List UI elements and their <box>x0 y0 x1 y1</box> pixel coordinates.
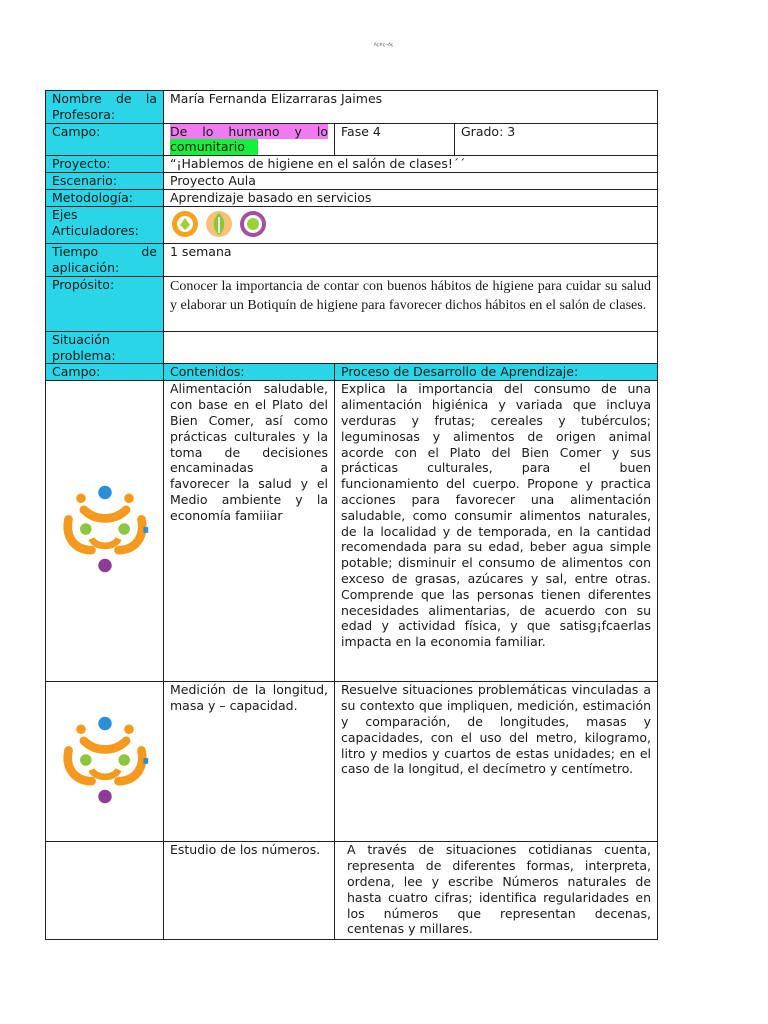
purple-flower-icon <box>238 209 268 239</box>
campo-line-1: De lo humano y lo <box>170 123 328 139</box>
value-fase: Fase 4 <box>335 123 455 156</box>
contenido-3: Estudio de los números. <box>164 842 335 940</box>
label-profesora: Nombre de la Profesora: <box>46 91 164 124</box>
proceso-3: A través de situaciones cotidianas cuenta, representa de diferentes formas, interpreta, ordena, lee y escribe Números naturales de hasta cuatro cifras; identifica regularidades en los números que representan decenas, centenas y millares. <box>335 842 658 940</box>
logo-cell-1 <box>46 381 164 682</box>
header-mark: ñç®ç¬ðç <box>374 42 393 47</box>
orange-circle-icon <box>170 209 200 239</box>
label-campo-2: Campo: <box>46 364 164 381</box>
contenido-1: Alimentación saludable, con base en el Plato del Bien Comer, así como prácticas culturales y la toma de decisiones encaminadas a favorecer la salud y el Medio ambiente y la economía famiiiar <box>164 381 335 682</box>
community-logo-icon <box>57 712 153 808</box>
campo-line-2: comunitario <box>170 139 258 155</box>
label-proposito: Propósito: <box>46 276 164 331</box>
label-ejes: Ejes Articuladores: <box>46 207 164 244</box>
value-proyecto: “¡Hablemos de higiene en el salón de clases!´´ <box>164 156 658 173</box>
proceso-2: Resuelve situaciones problemáticas vinculadas a su contexto que impliquen, medición, estimación y comparación, de longitudes, masas y capacidades, con el uso del metro, kilogramo, litro y medios y cuartos de estas unidades; en el caso de la longitud, el decímetro y centímetro. <box>335 682 658 842</box>
label-campo: Campo: <box>46 123 164 156</box>
ejes-icons <box>164 207 658 244</box>
value-tiempo: 1 semana <box>164 244 658 277</box>
value-metodologia: Aprendizaje basado en servicios <box>164 190 658 207</box>
contenido-2: Medición de la longitud, masa y – capacidad. <box>164 682 335 842</box>
value-escenario: Proyecto Aula <box>164 173 658 190</box>
header-contenidos: Contenidos: <box>164 364 335 381</box>
community-logo-icon <box>57 481 153 577</box>
label-situacion: Situación problema: <box>46 331 164 364</box>
planning-table <box>45 90 658 940</box>
header-proceso: Proceso de Desarrollo de Aprendizaje: <box>335 364 658 381</box>
label-metodologia: Metodología: <box>46 190 164 207</box>
proceso-1: Explica la importancia del consumo de una alimentación higiénica y variada que incluya verduras y frutas; cereales y tubérculos; leguminosas y alimentos de origen animal acorde con el Plato del Bien Comer y sus prácticas culturales, para el buen funcionamiento del cuerpo. Propone y practica acciones para favorecer una alimentación saludable, como consumir alimentos naturales, de la localidad y de temporada, en la cantidad recomendada para su edad, beber agua simple potable; disminuir el consumo de alimentos con exceso de grasas, azúcares y sal, entre otras. Comprende que las personas tienen diferentes necesidades alimentarias, de acuerdo con su edad y actividad física, y que satisg¡fcaerlas impacta en la economia familiar. <box>335 381 658 682</box>
label-tiempo: Tiempo de aplicación: <box>46 244 164 277</box>
value-proposito: Conocer la importancia de contar con buenos hábitos de higiene para cuidar su salud y elaborar un Botiquín de higiene para favorecer dichos hábitos en el salón de clases. <box>164 276 658 331</box>
value-grado: Grado: 3 <box>455 123 658 156</box>
label-escenario: Escenario: <box>46 173 164 190</box>
value-campo <box>164 123 335 156</box>
value-profesora: María Fernanda Elizarraras Jaimes <box>164 91 658 124</box>
logo-cell-2 <box>46 682 164 842</box>
green-leaf-icon <box>204 209 234 239</box>
value-situacion <box>164 331 658 364</box>
label-proyecto: Proyecto: <box>46 156 164 173</box>
logo-cell-3 <box>46 842 164 940</box>
